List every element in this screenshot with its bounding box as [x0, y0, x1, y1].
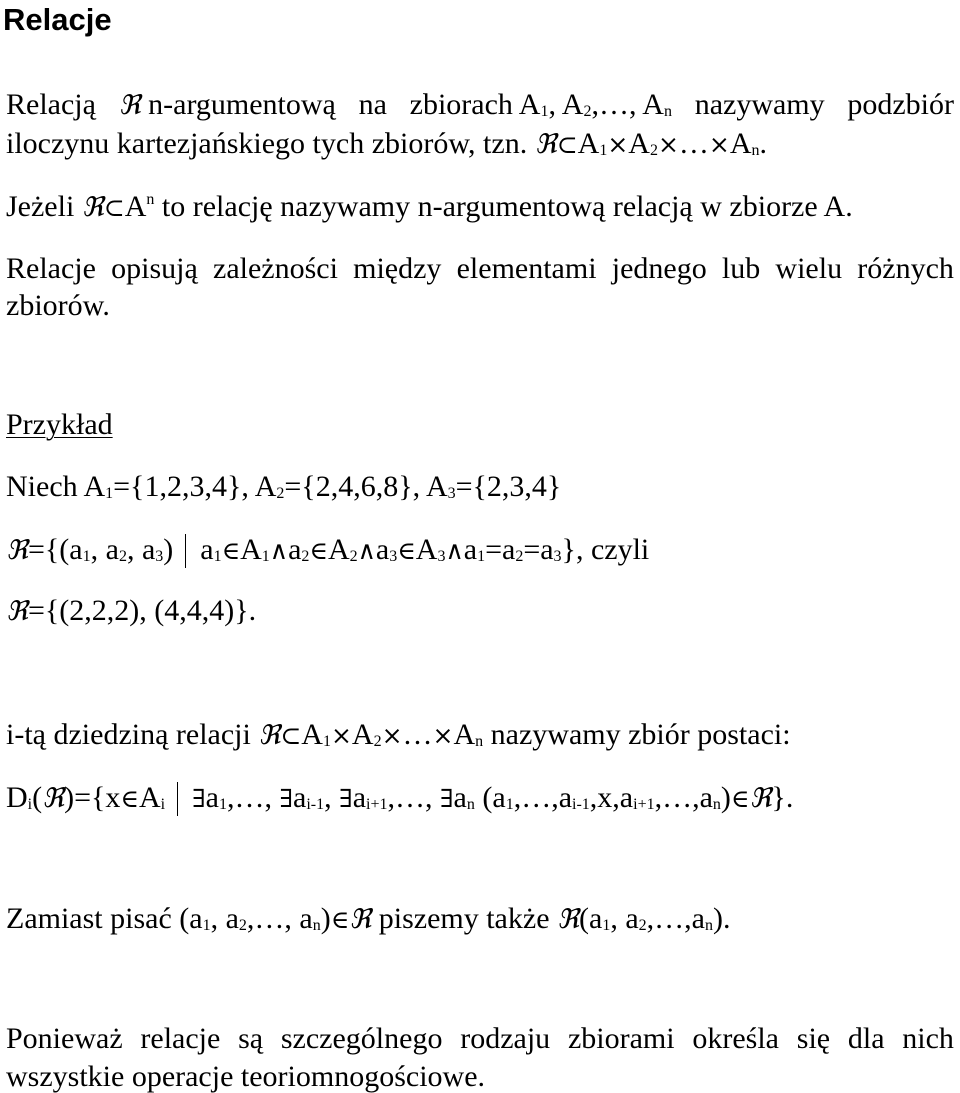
operations-word: nich: [902, 1022, 954, 1055]
definition-word: na: [358, 88, 387, 121]
example-result: ℜ={(2,2,2), (4,4,4)}.: [6, 594, 257, 627]
operations-word: rodzaju: [460, 1022, 551, 1055]
description-word: jednego: [611, 252, 707, 285]
definition-line-1: [6, 90, 954, 120]
description-word: opisują: [111, 252, 198, 285]
definition-line-2: iloczynu kartezjańskiego tych zbiorów, tzn. $ℜ\subset A_1\times A_2\times\dots\times A_n$.: [6, 127, 768, 160]
operations-word: Ponieważ: [6, 1022, 123, 1055]
description-word: różnych: [857, 252, 954, 285]
relation-tuple: $ℜ=\{(a_1$, $a_2$, $a_3$): [6, 533, 174, 566]
operations-word: dla: [847, 1022, 885, 1055]
operations-word: się: [796, 1022, 831, 1055]
relation-condition: $a_1\in A_1\wedge a_2\in A_2\wedge a_3\in A_3\wedge a_1=a_2=a_3$}, czyli: [200, 533, 650, 566]
definition-word: ℜ n-argumentową: [118, 88, 336, 121]
operations-line-1: [6, 1024, 954, 1054]
page-title: Relacje: [3, 2, 112, 37]
example-heading: Przykład: [6, 408, 113, 441]
operations-word: są: [238, 1022, 264, 1055]
domain-condition: $\exists a_1,\dots$, $\exists a_{i-1}$, $\exists a_{i+1},\dots$, $\exists a_n$ $(a_1,\dots,a_{i-1},x,a_{i+1},\dots,a_n)\in ℜ$}.: [192, 781, 794, 814]
definition-word: podzbiór: [847, 88, 954, 121]
description-word: między: [353, 252, 442, 285]
notation-line: Zamiast pisać ($a_1$, $a_2,\dots$, $a_n)\in ℜ$ piszemy także $ℜ(a_1$, $a_2,\dots,a_n$).: [6, 902, 731, 935]
description-word: Relacje: [6, 252, 96, 285]
description-word: lub: [721, 252, 761, 285]
example-relation: [6, 534, 649, 568]
operations-word: określa: [692, 1022, 779, 1055]
definition-word: zbiorach $A_1$, $A_2,\dots$, $A_n$: [409, 88, 672, 121]
description-word: wielu: [775, 252, 843, 285]
description-word: elementami: [456, 252, 597, 285]
operations-word: zbiorami: [567, 1022, 675, 1055]
definition-word: nazywamy: [694, 88, 825, 121]
example-sets: Niech $A_1=\{1,2,3,4\}$, $A_2=\{2,4,6,8\}$, $A_3=\{2,3,4\}$: [6, 470, 562, 503]
domain-definition: [6, 782, 793, 816]
operations-word: relacje: [140, 1022, 221, 1055]
definition-word: Relacją: [6, 88, 96, 121]
such-that-bar: [177, 782, 178, 816]
domain-intro: i-tą dziedziną relacji $ℜ\subset A_1\times A_2\times\dots\times A_n$ nazywamy zbiór postaci:: [6, 718, 791, 751]
domain-set-head: $D_i(ℜ)=\{x\in A_i$: [6, 781, 166, 814]
such-that-bar: [185, 534, 186, 568]
description-word: zależności: [213, 252, 338, 285]
description-line-2: zbiorów.: [6, 289, 110, 322]
operations-word: szczególnego: [280, 1022, 443, 1055]
description-line-1: [6, 254, 954, 284]
operations-line-2: wszystkie operacje teoriomnogościowe.: [6, 1060, 486, 1093]
definition-line-3: Jeżeli $ℜ\subset A^n$ to relację nazywamy n-argumentową relacją w zbiorze A.: [6, 190, 853, 223]
